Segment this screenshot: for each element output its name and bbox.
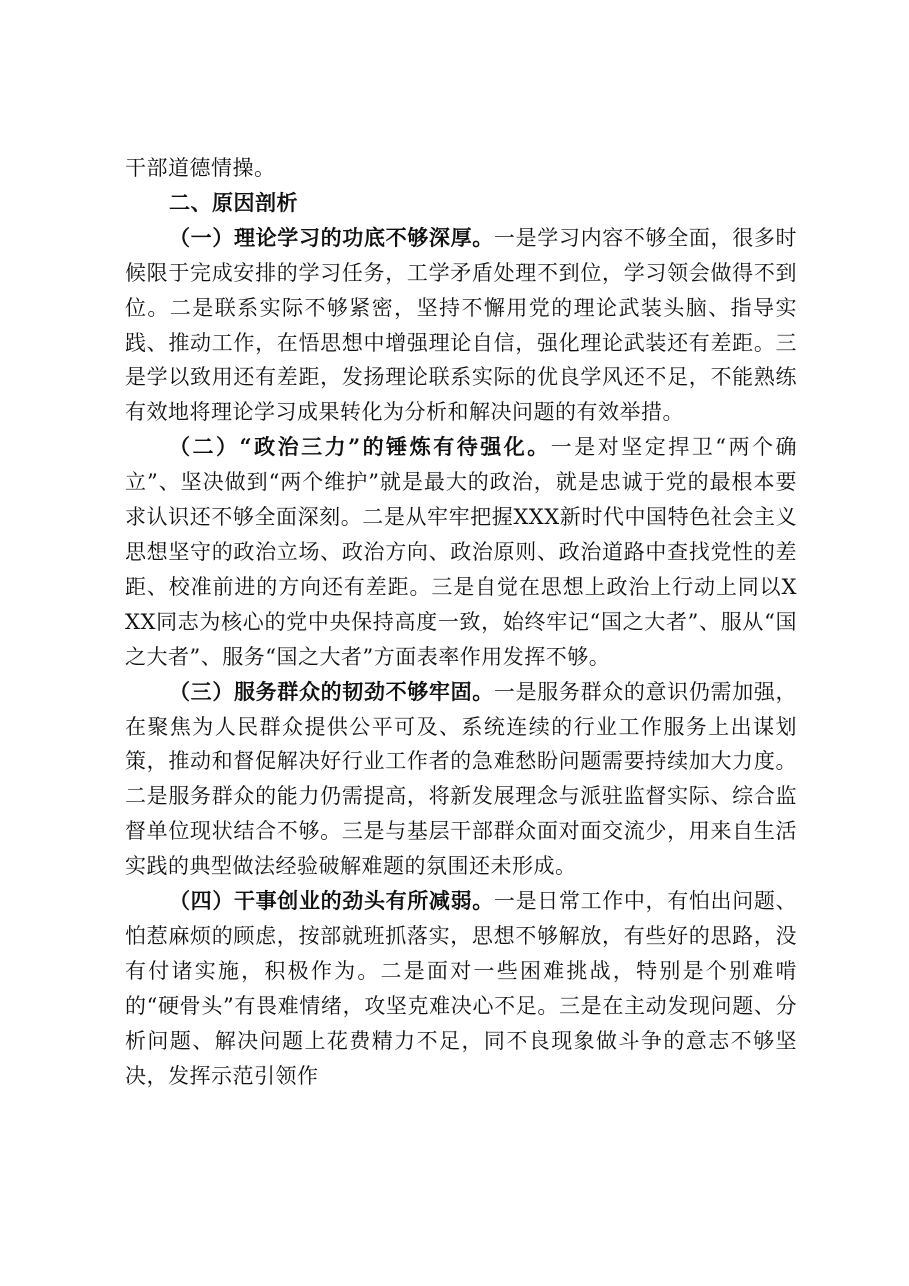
document-body [125, 151, 797, 1093]
paragraph-1-body: 一是学习内容不够全面，很多时候限于完成安排的学习任务，工学矛盾处理不到位，学习领会做得不到位。二是联系实际不够紧密，坚持不懈用党的理论武装头脑、指导实践、推动工作，在悟思想中增强理论自信，强化理论武装还有差距。三是学以致用还有差距，发扬理论联系实际的优良学风还不足，不能熟练有效地将理论学习成果转化为分析和解决问题的有效举措。 [125, 225, 798, 425]
paragraph-1 [125, 221, 797, 430]
paragraph-4-heading: （四）干事创业的劲头有所减弱。 [169, 888, 494, 914]
paragraph-2-body: 一是对坚定捍卫“两个确立”、坚决做到“两个维护”就是最大的政治，就是忠诚于党的最根本要求认识还不够全面深刻。二是从牢牢把握XXX新时代中国特色社会主义思想坚守的政治立场、政治方向、政治原则、政治道路中查找党性的差距、校准前进的方向还有差距。三是自觉在思想上政治上行动上同以XXX同志为核心的党中央保持高度一致，始终牢记“国之大者”、服从“国之大者”、服务“国之大者”方面表率作用发挥不够。 [125, 435, 797, 669]
section-title: 二、原因剖析 [169, 190, 298, 215]
paragraph-3 [125, 675, 797, 884]
paragraph-1-heading: （一）理论学习的功底不够深厚。 [169, 224, 494, 250]
paragraph-4-body: 一是日常工作中，有怕出问题、怕惹麻烦的顾虑，按部就班抓落实，思想不够解放，有些好的思路，没有付诸实施，积极作为。二是面对一些困难挑战，特别是个别难啃的“硬骨头”有畏难情绪，攻坚克难决心不足。三是在主动发现问题、分析问题、解决问题上花费精力不足，同不良现象做斗争的意志不够坚决，发挥示范引领作 [125, 889, 798, 1088]
paragraph-2 [125, 430, 797, 674]
paragraph-2-heading: （二）“政治三力”的锤炼有待强化。 [169, 434, 551, 460]
paragraph-3-heading: （三）服务群众的韧劲不够牢固。 [169, 678, 494, 704]
paragraph-3-body: 一是服务群众的意识仍需加强，在聚焦为人民群众提供公平可及、系统连续的行业工作服务上出谋划策，推动和督促解决好行业工作者的急难愁盼问题需要持续加大力度。二是服务群众的能力仍需提高，将新发展理念与派驻监督实际、综合监督单位现状结合不够。三是与基层干部群众面对面交流少，用来自生活实践的典型做法经验破解难题的氛围还未形成。 [125, 679, 798, 879]
paragraph-4 [125, 884, 797, 1093]
continuation-line: 干部道德情操。 [125, 156, 276, 180]
